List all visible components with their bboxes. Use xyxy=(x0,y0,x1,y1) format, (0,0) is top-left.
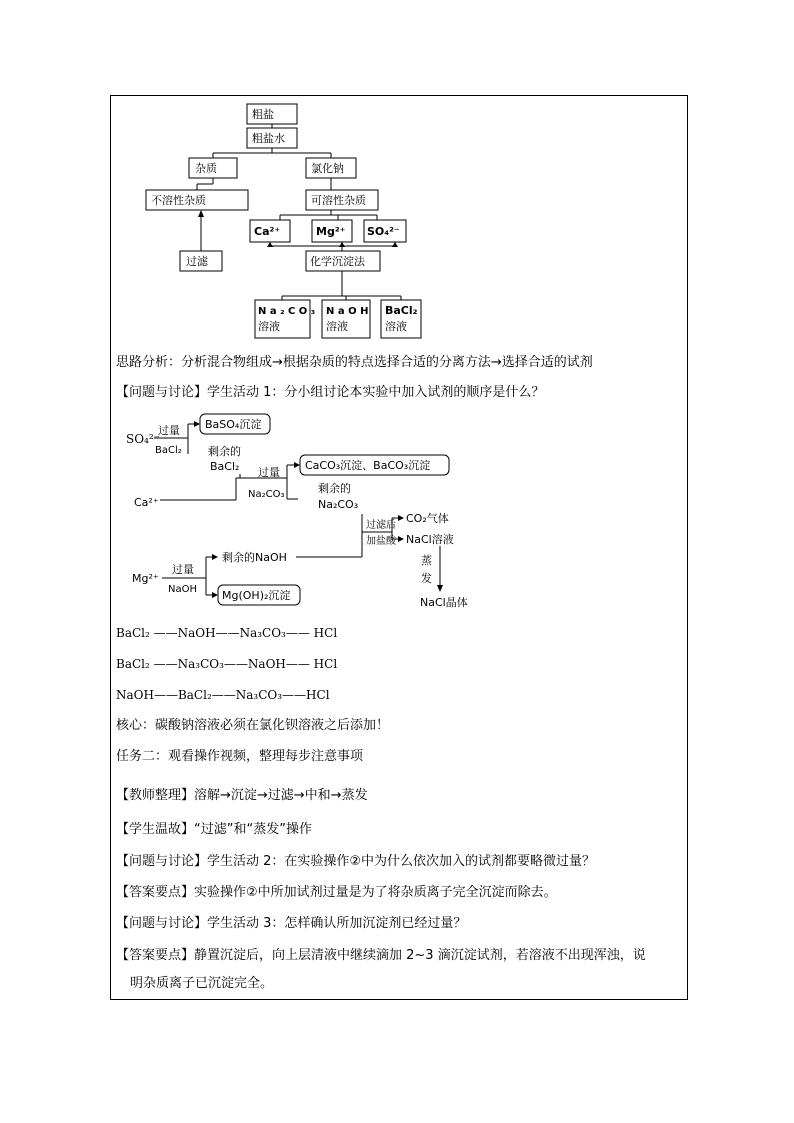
activity-2-question: 【问题与讨论】学生活动 2：在实验操作②中为什么依次加入的试剂都要略微过量？ xyxy=(116,854,596,869)
box-insoluble-impurities: 不溶性杂质 xyxy=(151,194,206,207)
label-nacl-crystal: NaCl晶体 xyxy=(420,596,468,609)
activity-2-answer: 【答案要点】实验操作②中所加试剂过量是为了将杂质离子完全沉淀而除去。 xyxy=(116,885,557,900)
box-magnesium-ion: Mg²⁺ xyxy=(316,225,346,238)
label-remaining-naoh: 剩余的NaOH xyxy=(222,551,287,564)
activity-3-question: 【问题与讨论】学生活动 3：怎样确认所加沉淀剂已经过量？ xyxy=(116,916,467,931)
box-crude-salt: 粗盐 xyxy=(252,108,274,121)
reagent-order-diagram xyxy=(0,405,794,615)
label-na2co3-remaining: Na₂CO₃ xyxy=(318,498,359,511)
label-evaporate: 蒸 xyxy=(421,554,432,567)
label-co2-gas: CO₂气体 xyxy=(406,512,449,525)
approach-text: 思路分析：分析混合物组成→根据杂质的特点选择合适的分离方法→选择合适的试剂 xyxy=(116,355,593,370)
box-filter: 过滤 xyxy=(186,255,208,268)
label-sulfate: SO₄²⁻ xyxy=(126,432,161,446)
reagent-solution: 溶液 xyxy=(258,320,280,333)
label-calcium: Ca²⁺ xyxy=(134,496,159,509)
core-statement: 核心：碳酸钠溶液必须在氯化钡溶液之后添加！ xyxy=(116,718,390,733)
label-baso4-precipitate: BaSO₄沉淀 xyxy=(205,418,262,431)
label-mgoh2-precipitate: Mg(OH)₂沉淀 xyxy=(222,589,291,602)
teacher-summary: 【教师整理】溶解→沉淀→过滤→中和→蒸发 xyxy=(116,788,368,803)
label-excess: 过量 xyxy=(158,424,180,437)
reagent-name: N a O H xyxy=(326,306,369,317)
box-calcium-ion: Ca²⁺ xyxy=(254,225,281,238)
label-caco3-baco3-precipitate: CaCO₃沉淀、BaCO₃沉淀 xyxy=(305,459,431,472)
label-bacl2-remaining: BaCl₂ xyxy=(210,460,240,473)
reagent-solution: 溶液 xyxy=(385,320,407,333)
reagent-name: BaCl₂ xyxy=(385,304,418,317)
label-excess: 过量 xyxy=(172,563,194,576)
label-after-filter: 过滤后 xyxy=(366,520,396,531)
reagent-solution: 溶液 xyxy=(326,320,348,333)
box-sulfate-ion: SO₄²⁻ xyxy=(367,225,400,238)
reagent-order-1: BaCl₂ ——NaOH——Na₃CO₃—— HCl xyxy=(116,626,338,640)
activity-1-question: 【问题与讨论】学生活动 1：分小组讨论本实验中加入试剂的顺序是什么？ xyxy=(116,385,545,400)
student-review: 【学生温故】“过滤”和“蒸发”操作 xyxy=(116,822,312,837)
label-remaining: 剩余的 xyxy=(318,482,351,495)
label-magnesium: Mg²⁺ xyxy=(132,572,159,585)
activity-3-answer-continued: 明杂质离子已沉淀完全。 xyxy=(130,976,274,991)
label-nacl-solution: NaCl溶液 xyxy=(406,533,454,546)
label-excess: 过量 xyxy=(258,466,280,479)
reagent-order-2: BaCl₂ ——Na₃CO₃——NaOH—— HCl xyxy=(116,657,338,671)
box-crude-salt-water: 粗盐水 xyxy=(252,132,285,145)
label-na2co3: Na₂CO₃ xyxy=(248,489,285,500)
label-bacl2: BaCl₂ xyxy=(155,445,182,456)
reagent-order-3: NaOH——BaCl₂——Na₃CO₃——HCl xyxy=(116,688,330,702)
label-add-hcl: 加盐酸 xyxy=(366,536,396,547)
activity-3-answer: 【答案要点】静置沉淀后，向上层清液中继续滴加 2~3 滴沉淀试剂，若溶液不出现浑浊，说 xyxy=(116,948,646,963)
label-evaporate: 发 xyxy=(421,572,432,585)
label-remaining: 剩余的 xyxy=(208,445,241,458)
box-impurities: 杂质 xyxy=(195,162,217,175)
box-chemical-precipitation: 化学沉淀法 xyxy=(310,255,365,268)
box-sodium-chloride: 氯化钠 xyxy=(311,162,344,175)
reagent-name: N a ₂ C O ₃ xyxy=(258,306,316,317)
purification-flowchart xyxy=(0,0,794,350)
task-two: 任务二：观看操作视频，整理每步注意事项 xyxy=(116,749,364,764)
label-naoh: NaOH xyxy=(168,584,197,595)
box-soluble-impurities: 可溶性杂质 xyxy=(311,194,366,207)
